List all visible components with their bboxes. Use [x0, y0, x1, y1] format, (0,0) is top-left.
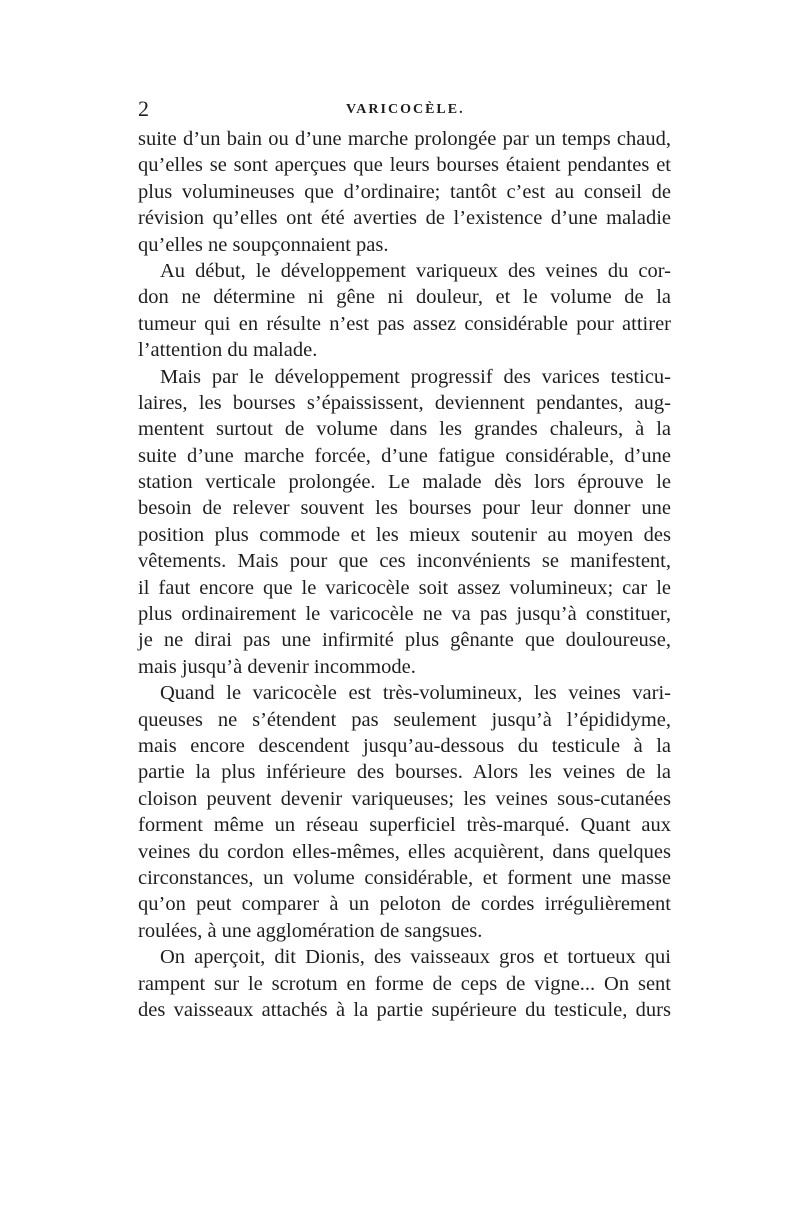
text-line: suite d’une marche forcée, d’une fatigue considérable, d’une [138, 444, 671, 467]
text-line: roulées, à une agglomération de sangsues. [138, 919, 483, 942]
text-line: mais jusqu’à devenir incommode. [138, 655, 416, 678]
text-line: partie la plus inférieure des bourses. Alors les veines de la [138, 761, 671, 784]
text-line: suite d’un bain ou d’une marche prolongée par un temps chaud, [138, 128, 671, 150]
text-line: tumeur qui en résulte n’est pas assez considérable pour attirer [138, 312, 671, 335]
text-line: mentent surtout de volume dans les grandes chaleurs, à la [138, 418, 671, 441]
paragraph-5 [138, 944, 671, 1023]
text-line: plus ordinairement le varicocèle ne va pas jusqu’à constituer, [138, 603, 671, 626]
text-line: On aperçoit, dit Dionis, des vaisseaux gros et tortueux qui [160, 946, 671, 969]
text-line: Quand le varicocèle est très-volumineux, les veines vari- [160, 682, 671, 705]
text-line: Mais par le développement progressif des varices testicu- [160, 365, 671, 388]
text-line: forment même un réseau superficiel très-marqué. Quant aux [138, 814, 671, 837]
text-line: qu’elles ne soupçonnaient pas. [138, 233, 389, 256]
text-line: des vaisseaux attachés à la partie supérieure du testicule, durs [138, 998, 671, 1021]
text-line: révision qu’elles ont été averties de l’existence d’une maladie [138, 207, 671, 230]
body-text [138, 126, 671, 1023]
text-line: station verticale prolongée. Le malade dès lors éprouve le [138, 471, 671, 494]
page-number: 2 [138, 96, 149, 121]
text-line: qu’on peut comparer à un peloton de cordes irrégulièrement [138, 893, 671, 916]
text-line: qu’elles se sont aperçues que leurs bourses étaient pendantes et [138, 154, 671, 177]
text-line: circonstances, un volume considérable, et forment une masse [138, 866, 671, 889]
text-line: rampent sur le scrotum en forme de ceps de vigne... On sent [138, 972, 671, 995]
text-line: l’attention du malade. [138, 339, 318, 362]
text-line: je ne dirai pas une infirmité plus gênante que douloureuse, [138, 629, 671, 652]
text-line: mais encore descendent jusqu’au-dessous du testicule à la [138, 734, 671, 757]
text-line: position plus commode et les mieux soutenir au moyen des [138, 523, 671, 546]
text-line: vêtements. Mais pour que ces inconvénients se manifestent, [138, 550, 671, 573]
paragraph-3 [138, 364, 671, 681]
text-line: plus volumineuses que d’ordinaire; tantôt c’est au conseil de [138, 180, 671, 203]
running-head [138, 96, 671, 126]
paragraph-1 [138, 126, 671, 258]
text-line: laires, les bourses s’épaississent, deviennent pendantes, aug- [138, 391, 671, 414]
text-line: veines du cordon elles-mêmes, elles acquièrent, dans quelques [138, 840, 671, 863]
book-page [138, 96, 671, 1023]
paragraph-4 [138, 680, 671, 944]
text-line: Au début, le développement variqueux des veines du cor- [160, 259, 671, 282]
paragraph-2 [138, 258, 671, 364]
running-title: VARICOCÈLE. [346, 102, 465, 117]
text-line: il faut encore que le varicocèle soit assez volumineux; car le [138, 576, 671, 599]
text-line: cloison peuvent devenir variqueuses; les veines sous-cutanées [138, 787, 671, 810]
text-line: don ne détermine ni gêne ni douleur, et le volume de la [138, 286, 671, 309]
text-line: besoin de relever souvent les bourses pour leur donner une [138, 497, 671, 520]
text-line: queuses ne s’étendent pas seulement jusqu’à l’épididyme, [138, 708, 671, 731]
